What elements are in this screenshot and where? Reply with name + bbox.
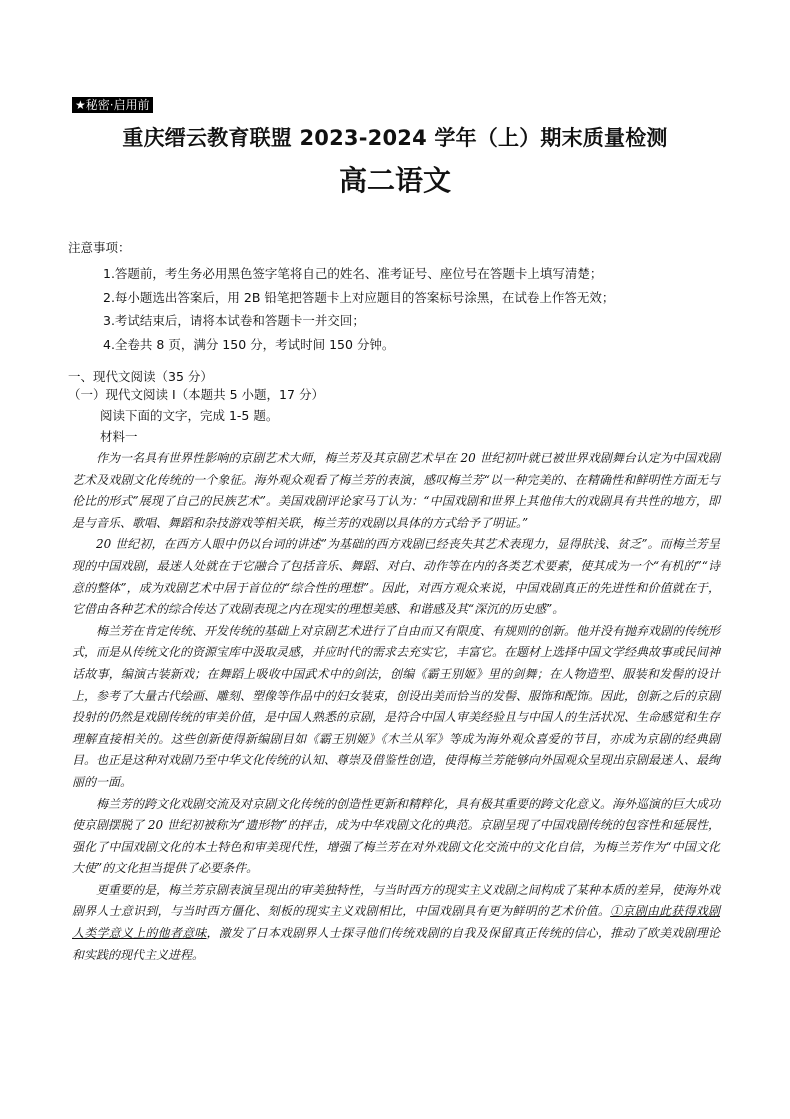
notes-heading: 注意事项： (68, 240, 131, 255)
note-item: 2.每小题选出答案后，用 2B 铅笔把答题卡上对应题目的答案标号涂黑，在试卷上作答无效； (103, 289, 615, 305)
notes-list (103, 262, 743, 356)
section-heading: 一、现代文阅读（35 分） (68, 369, 213, 384)
exam-title: 重庆缙云教育联盟 2023-2024 学年（上）期末质量检测 (122, 126, 668, 150)
paragraph-text: 更重要的是，梅兰芳京剧表演呈现出的审美独特性，与当时西方的现实主义戏剧之间构成了某种本质的差异，使海外戏剧界人士意识到，与当时西方僵化、刻板的现实主义戏剧相比，中国戏剧具有更为鲜明的艺术价值。 (72, 882, 721, 919)
exam-subject: 高二语文 (338, 164, 451, 197)
reading-instruction: 阅读下面的文字，完成 1-5 题。 (100, 408, 279, 423)
underlined-sentence: ①京剧由此获得戏剧人类学意义上的他者意味 (72, 904, 720, 941)
passage-paragraph: 梅兰芳在肯定传统、开发传统的基础上对京剧艺术进行了自由而又有限度、有规则的创新。他并没有抛弃戏剧的传统形式，而是从传统文化的资源宝库中汲取灵感，并应时代的需求去充实它，丰富它。在题材上选择中国文学经典故事或民间神话故事，编演古装新戏；在舞蹈上吸收中国武术中的剑法，创编《霸王别姬》里的剑舞；在人物造型、服装和发髻的设计上，参考了大量古代绘画、雕刻、塑像等作品中的妇女装束，创设出美而恰当的发髻、服饰和配饰。因此，创新之后的京剧投射的仍然是戏剧传统的审美价值，是中国人熟悉的京剧，是符合中国人审美经验且与中国人的生活状况、生命感觉和生存理解直接相关的。这些创新使得新编剧目如《霸王别姬》《木兰从军》等成为海外观众喜爱的节目，亦成为京剧的经典剧目。也正是这种对戏剧乃至中华文化传统的认知、尊崇及借鉴性创造，使得梅兰芳能够向外国观众呈现出京剧最迷人、最绚丽的一面。 (72, 623, 721, 789)
paragraph-text: ，激发了日本戏剧界人士探寻他们传统戏剧的自我及保留真正传统的信心，推动了欧美戏剧理论和实践的现代主义进程。 (72, 926, 720, 962)
note-item: 4.全卷共 8 页，满分 150 分，考试时间 150 分钟。 (103, 336, 395, 352)
passage-paragraph: 作为一名具有世界性影响的京剧艺术大师，梅兰芳及其京剧艺术早在 20 世纪初叶就已被世界戏剧舞台认定为中国戏剧艺术及戏剧文化传统的一个象征。海外观众观看了梅兰芳的表演，感叹梅兰芳“以一种完美的、在精确性和鲜明性方面无与伦比的形式”展现了自己的民族艺术”。美国戏剧评论家马丁认为：“中国戏剧和世界上其他伟大的戏剧具有共性的地方，即是与音乐、歌唱、舞蹈和杂技游戏等相关联，梅兰芳的戏剧以具体的方式给予了明证。” (72, 451, 720, 530)
note-item: 1.答题前，考生务必用黑色签字笔将自己的姓名、准考证号、座位号在答题卡上填写清楚； (103, 266, 603, 281)
reading-passage (72, 448, 720, 966)
note-item: 3.考试结束后，请将本试卷和答题卡一并交回； (103, 313, 365, 328)
passage-paragraph: 梅兰芳的跨文化戏剧交流及对京剧文化传统的创造性更新和精粹化，具有极其重要的跨文化意义。海外巡演的巨大成功使京剧摆脱了 20 世纪初被称为“遗形物”的抨击，成为中华戏剧文化的典范。京剧呈现了中国戏剧传统的包容性和延展性，强化了中国戏剧文化的本土特色和审美现代性，增强了梅兰芳在对外戏剧文化交流中的文化自信，为梅兰芳作为“中国文化大使”的文化担当提供了必要条件。 (72, 796, 721, 876)
passage-paragraph: 20 世纪初，在西方人眼中仍以台词的讲述”为基础的西方戏剧已经丧失其艺术表现力，显得肤浅、贫乏”。而梅兰芳呈现的中国戏剧，最迷人处就在于它融合了包括音乐、舞蹈、对白、动作等在内的各类艺术要素，使其成为一个“有机的”“诗意的整体”，成为戏剧艺术中居于首位的“综合性的理想”。因此，对西方观众来说，中国戏剧真正的先进性和价值就在于，它借由各种艺术的综合传达了戏剧表现之内在现实的理想美感、和谐感及其“深沉的历史感”。 (72, 537, 720, 617)
material-label: 材料一 (100, 429, 138, 444)
subsection-heading: （一）现代文阅读 I（本题共 5 小题，17 分） (68, 387, 324, 402)
passage-paragraph (72, 880, 720, 966)
confidential-label: ★秘密·启用前 (72, 97, 153, 113)
